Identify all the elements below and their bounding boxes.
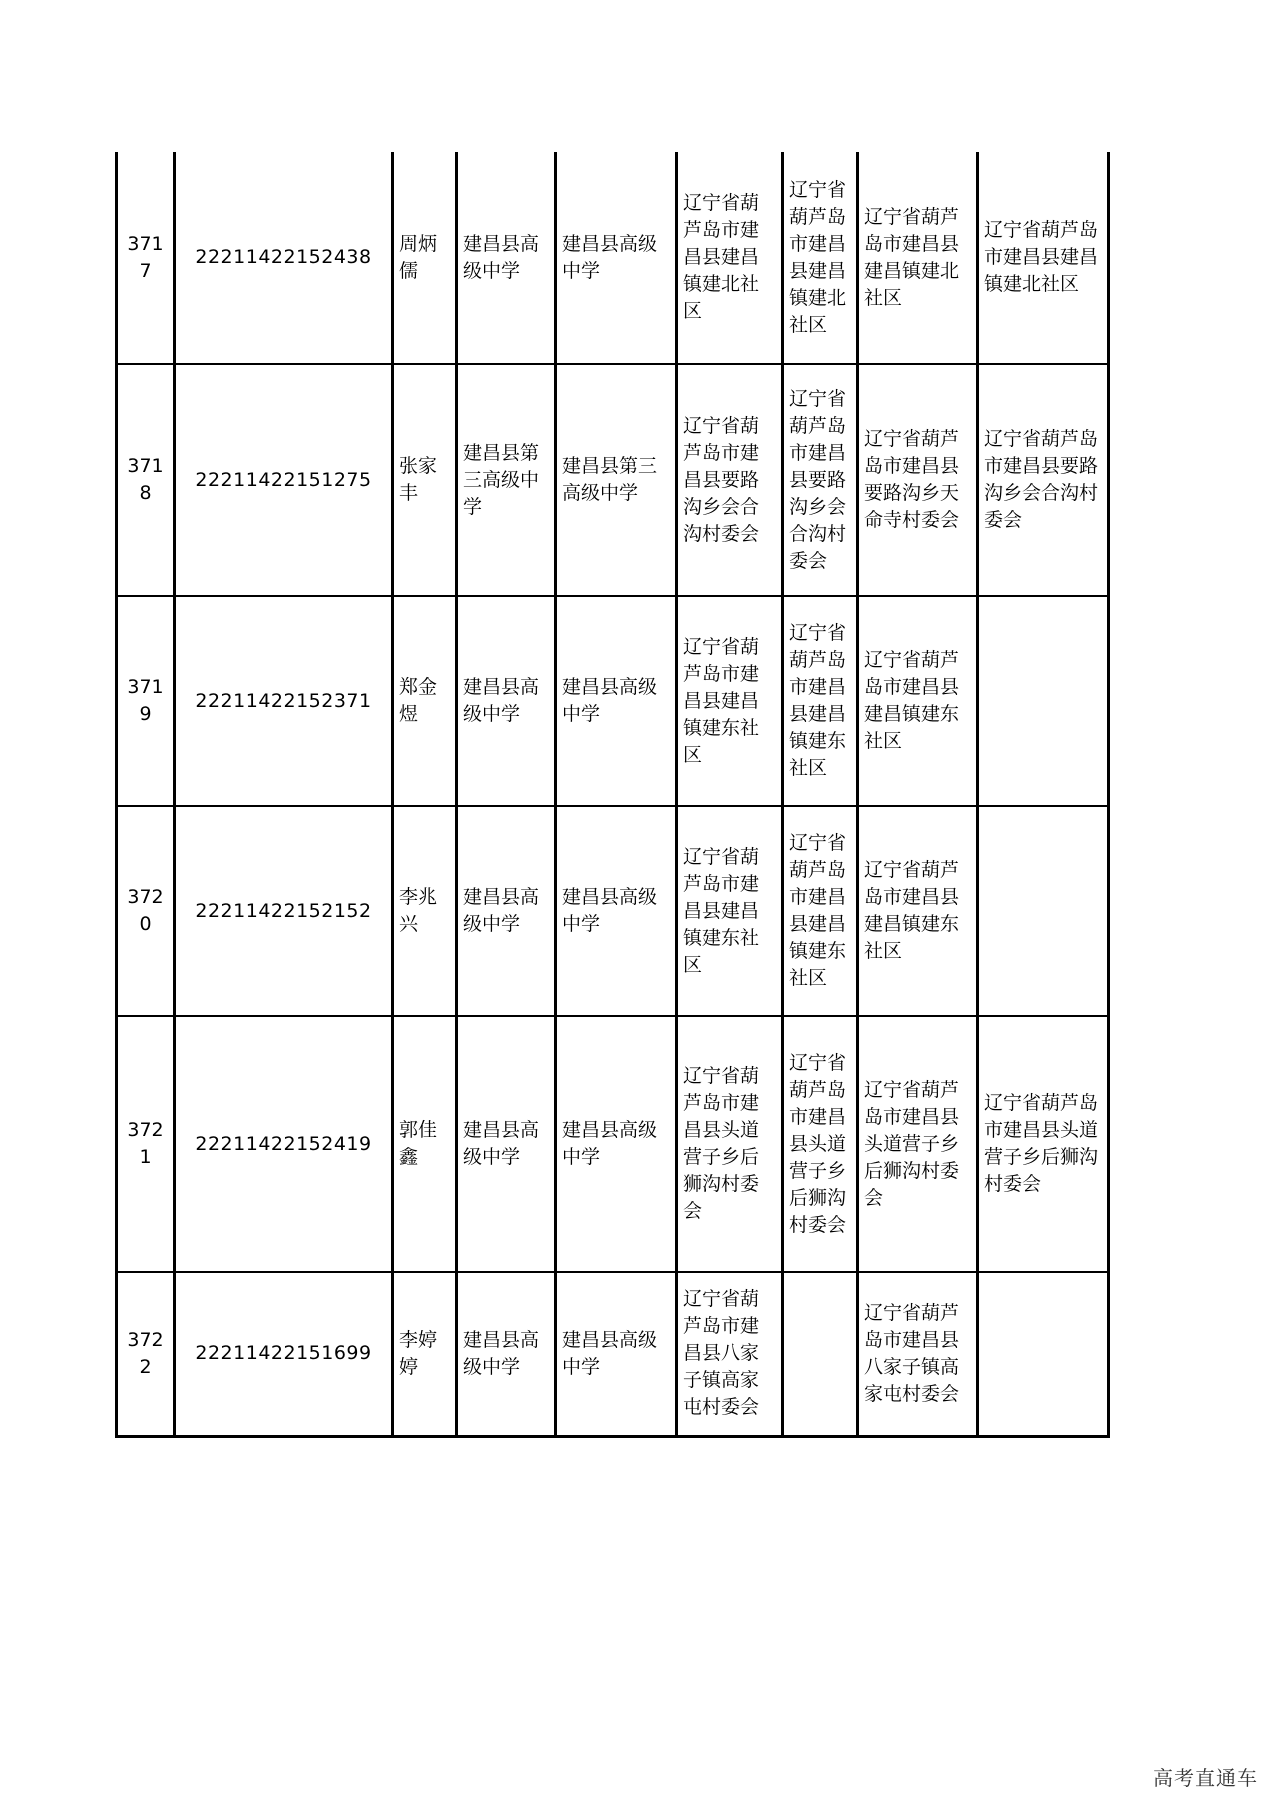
address-cell: 辽宁省葫芦岛市建昌县建昌镇建北社区: [858, 152, 978, 364]
school-cell: 建昌县高级中学: [457, 1016, 556, 1272]
table-row: [117, 152, 1109, 364]
table-row: [117, 364, 1109, 596]
address-cell: 辽宁省葫芦岛市建昌县建昌镇建北社区: [783, 152, 858, 364]
roster-sheet: [115, 152, 1107, 1438]
address-cell: 辽宁省葫芦岛市建昌县建昌镇建东社区: [858, 806, 978, 1016]
school-cell: 建昌县高级中学: [457, 152, 556, 364]
address-cell: 辽宁省葫芦岛市建昌县建昌镇建东社区: [677, 806, 783, 1016]
address-cell: 辽宁省葫芦岛市建昌县头道营子乡后狮沟村委会: [677, 1016, 783, 1272]
address-cell: 辽宁省葫芦岛市建昌县建昌镇建东社区: [783, 596, 858, 806]
address-cell: 辽宁省葫芦岛市建昌县头道营子乡后狮沟村委会: [858, 1016, 978, 1272]
address-cell: [978, 596, 1109, 806]
school-cell: 建昌县第三高级中学: [556, 364, 677, 596]
serial-number-cell: 3717: [117, 152, 175, 364]
table-row: [117, 1272, 1109, 1436]
address-cell: [978, 806, 1109, 1016]
serial-number-cell: 3722: [117, 1272, 175, 1436]
school-cell: 建昌县高级中学: [457, 1272, 556, 1436]
school-cell: 建昌县高级中学: [457, 806, 556, 1016]
address-cell: 辽宁省葫芦岛市建昌县建昌镇建东社区: [858, 596, 978, 806]
exam-number-cell: 22211422151699: [175, 1272, 393, 1436]
student-name-cell: 李兆兴: [393, 806, 457, 1016]
serial-number-cell: 3720: [117, 806, 175, 1016]
school-cell: 建昌县高级中学: [556, 152, 677, 364]
address-cell: 辽宁省葫芦岛市建昌县头道营子乡后狮沟村委会: [978, 1016, 1109, 1272]
serial-number-cell: 3719: [117, 596, 175, 806]
school-cell: 建昌县高级中学: [556, 1272, 677, 1436]
table-row: [117, 806, 1109, 1016]
serial-number-cell: 3721: [117, 1016, 175, 1272]
table-row: [117, 596, 1109, 806]
school-cell: 建昌县高级中学: [556, 596, 677, 806]
serial-number-cell: 3718: [117, 364, 175, 596]
exam-number-cell: 22211422152371: [175, 596, 393, 806]
school-cell: 建昌县高级中学: [556, 806, 677, 1016]
site-watermark: 高考直通车: [1153, 1766, 1258, 1790]
address-cell: 辽宁省葫芦岛市建昌县建昌镇建东社区: [677, 596, 783, 806]
address-cell: [783, 1272, 858, 1436]
student-name-cell: 郑金煜: [393, 596, 457, 806]
student-name-cell: 周炳儒: [393, 152, 457, 364]
school-cell: 建昌县第三高级中学: [457, 364, 556, 596]
address-cell: 辽宁省葫芦岛市建昌县要路沟乡会合沟村委会: [978, 364, 1109, 596]
address-cell: 辽宁省葫芦岛市建昌县要路沟乡会合沟村委会: [677, 364, 783, 596]
student-name-cell: 李婷婷: [393, 1272, 457, 1436]
address-cell: 辽宁省葫芦岛市建昌县建昌镇建东社区: [783, 806, 858, 1016]
student-name-cell: 张家丰: [393, 364, 457, 596]
address-cell: 辽宁省葫芦岛市建昌县八家子镇高家屯村委会: [677, 1272, 783, 1436]
table-row: [117, 1016, 1109, 1272]
address-cell: 辽宁省葫芦岛市建昌县八家子镇高家屯村委会: [858, 1272, 978, 1436]
exam-number-cell: 22211422152152: [175, 806, 393, 1016]
exam-number-cell: 22211422151275: [175, 364, 393, 596]
address-cell: 辽宁省葫芦岛市建昌县头道营子乡后狮沟村委会: [783, 1016, 858, 1272]
roster-table: [115, 152, 1110, 1438]
school-cell: 建昌县高级中学: [457, 596, 556, 806]
address-cell: 辽宁省葫芦岛市建昌县要路沟乡会合沟村委会: [783, 364, 858, 596]
school-cell: 建昌县高级中学: [556, 1016, 677, 1272]
address-cell: 辽宁省葫芦岛市建昌县建昌镇建北社区: [978, 152, 1109, 364]
exam-number-cell: 22211422152419: [175, 1016, 393, 1272]
address-cell: 辽宁省葫芦岛市建昌县要路沟乡天命寺村委会: [858, 364, 978, 596]
exam-number-cell: 22211422152438: [175, 152, 393, 364]
address-cell: [978, 1272, 1109, 1436]
student-name-cell: 郭佳鑫: [393, 1016, 457, 1272]
address-cell: 辽宁省葫芦岛市建昌县建昌镇建北社区: [677, 152, 783, 364]
